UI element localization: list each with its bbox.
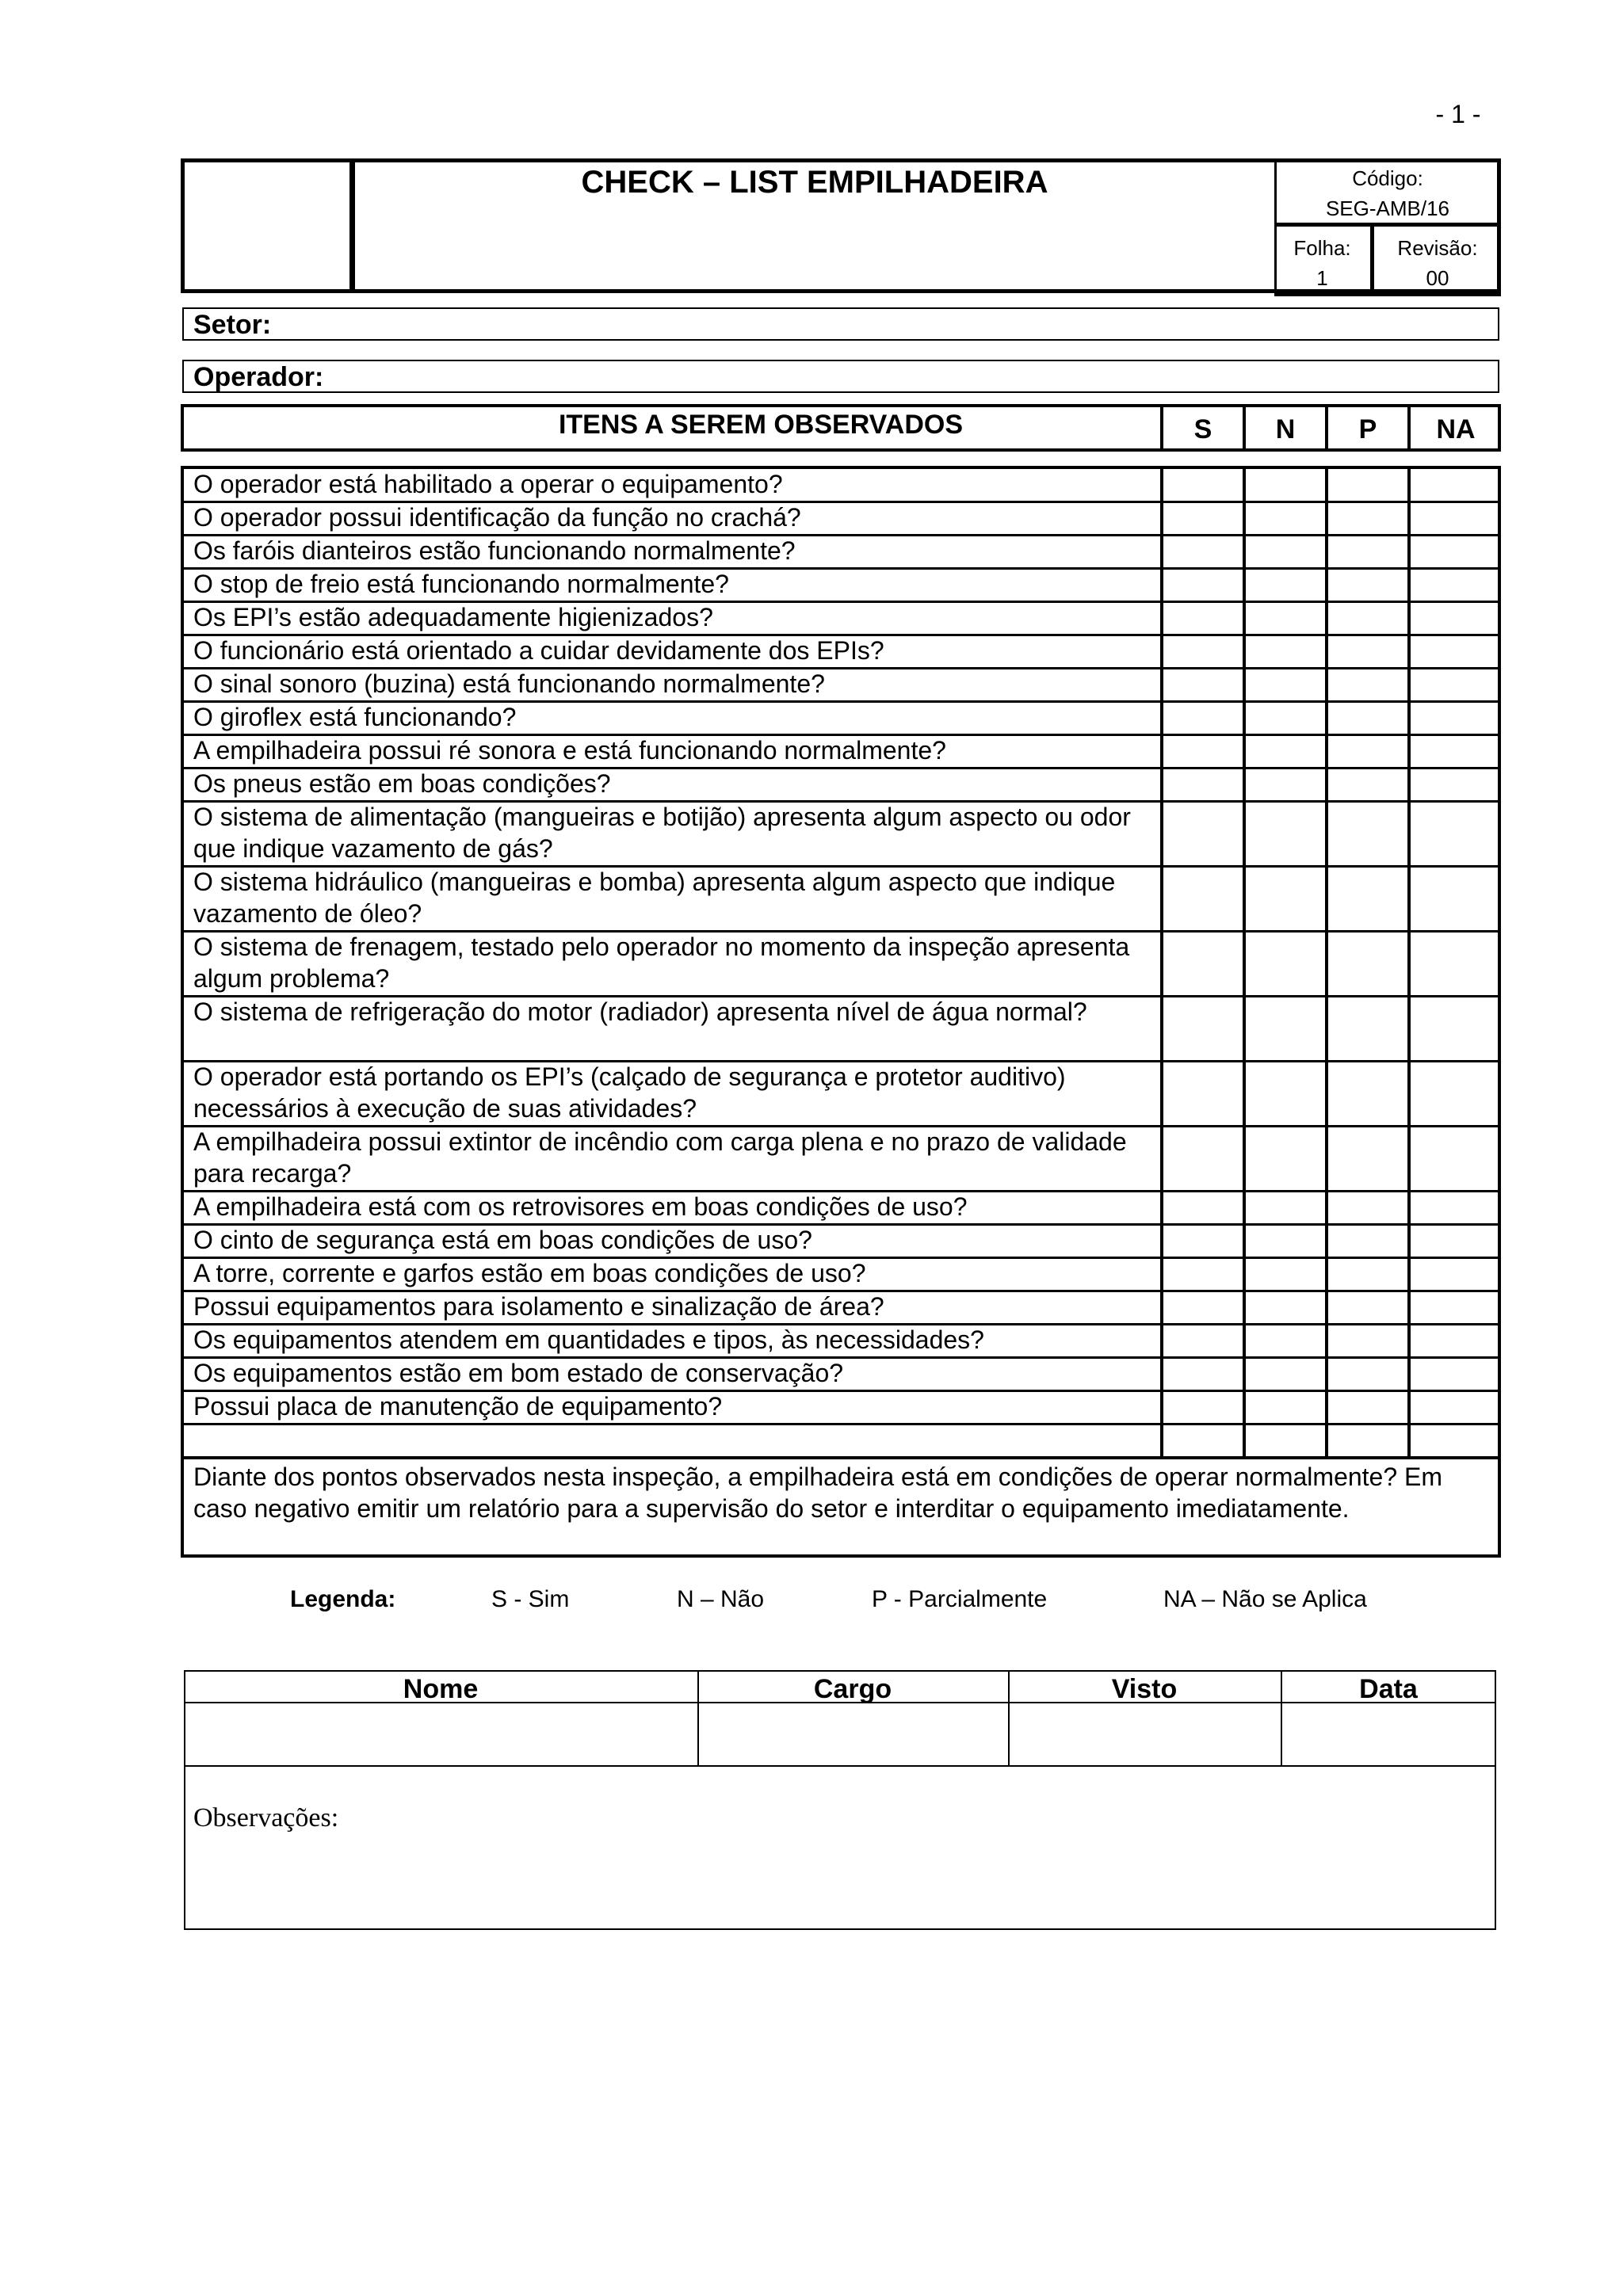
answer-cell-na[interactable]	[1411, 1192, 1499, 1222]
legend-s: S - Sim	[491, 1586, 570, 1612]
answer-cell-s[interactable]	[1163, 1325, 1241, 1355]
answer-cell-p[interactable]	[1328, 1358, 1406, 1388]
checklist-item: A empilhadeira possui ré sonora e está funcionando normalmente?	[193, 736, 946, 765]
answer-cell-n[interactable]	[1246, 802, 1323, 864]
checklist-item: A empilhadeira está com os retrovisores em boas condições de uso?	[193, 1192, 968, 1221]
signature-row-divider	[184, 1765, 1496, 1767]
column-n: N	[1243, 404, 1325, 452]
answer-cell-s[interactable]	[1163, 702, 1241, 732]
answer-cell-na[interactable]	[1411, 735, 1499, 765]
code-label: Código:	[1352, 166, 1423, 190]
answer-cell-p[interactable]	[1328, 569, 1406, 599]
column-s: S	[1160, 404, 1243, 452]
answer-cell-na[interactable]	[1411, 1391, 1499, 1421]
answer-cell-s[interactable]	[1163, 536, 1241, 566]
checklist-item: Os faróis dianteiros estão funcionando normalmente?	[193, 536, 796, 565]
observations-label: Observações:	[193, 1803, 339, 1833]
revision-label: Revisão:	[1397, 236, 1478, 260]
legend-p: P - Parcialmente	[872, 1586, 1048, 1612]
signature-col-visto: Visto	[1111, 1674, 1178, 1704]
column-divider	[1160, 466, 1163, 1456]
answer-cell-p[interactable]	[1328, 735, 1406, 765]
checklist-item: A torre, corrente e garfos estão em boas condições de uso?	[193, 1259, 866, 1287]
answer-cell-p[interactable]	[1328, 635, 1406, 666]
answer-cell-p[interactable]	[1328, 1062, 1406, 1123]
setor-label: Setor:	[193, 310, 272, 340]
answer-cell-na[interactable]	[1411, 867, 1499, 929]
answer-cell-s[interactable]	[1163, 635, 1241, 666]
checklist-item: O sistema de alimentação (mangueiras e botijão) apresenta algum aspecto ou odor que indique vazamento de gás?	[193, 803, 1131, 863]
answer-cell-s[interactable]	[1163, 1192, 1241, 1222]
answer-cell-s[interactable]	[1163, 1258, 1241, 1288]
answer-cell-p[interactable]	[1328, 1325, 1406, 1355]
answer-cell-n[interactable]	[1246, 735, 1323, 765]
answer-cell-na[interactable]	[1411, 469, 1499, 499]
document-code	[1274, 158, 1501, 227]
revision-value: 00	[1426, 266, 1449, 290]
checklist-item: Os pneus estão em boas condições?	[193, 769, 611, 798]
answer-cell-n[interactable]	[1246, 1358, 1323, 1388]
answer-cell-s[interactable]	[1163, 867, 1241, 929]
answer-cell-s[interactable]	[1163, 469, 1241, 499]
answer-cell-na[interactable]	[1411, 536, 1499, 566]
answer-cell-p[interactable]	[1328, 1258, 1406, 1288]
answer-cell-n[interactable]	[1246, 635, 1323, 666]
answer-cell-s[interactable]	[1163, 1391, 1241, 1421]
answer-cell-n[interactable]	[1246, 1062, 1323, 1123]
checklist-item: O sistema hidráulico (mangueiras e bomba) apresenta algum aspecto que indique vazamento de óleo?	[193, 868, 1116, 928]
operador-label: Operador:	[193, 362, 324, 392]
answer-cell-p[interactable]	[1328, 602, 1406, 632]
answer-cell-s[interactable]	[1163, 735, 1241, 765]
observations-area[interactable]	[185, 1768, 1495, 1928]
checklist-item: O sinal sonoro (buzina) está funcionando normalmente?	[193, 669, 825, 698]
signature-input-cell[interactable]	[1010, 1703, 1279, 1764]
answer-cell-p[interactable]	[1328, 802, 1406, 864]
column-na: NA	[1407, 404, 1501, 452]
answer-cell-na[interactable]	[1411, 569, 1499, 599]
answer-cell-p[interactable]	[1328, 1291, 1406, 1322]
answer-cell-s[interactable]	[1163, 1062, 1241, 1123]
answer-cell-n[interactable]	[1246, 867, 1323, 929]
answer-cell-na[interactable]	[1411, 702, 1499, 732]
answer-cell-n[interactable]	[1246, 1225, 1323, 1255]
answer-cell-n[interactable]	[1246, 1291, 1323, 1322]
page-number: - 1 -	[1435, 100, 1481, 128]
answer-cell-n[interactable]	[1246, 502, 1323, 532]
answer-cell-n[interactable]	[1246, 1391, 1323, 1421]
answer-cell-p[interactable]	[1328, 1225, 1406, 1255]
answer-cell-n[interactable]	[1246, 469, 1323, 499]
answer-cell-na[interactable]	[1411, 1127, 1499, 1188]
answer-cell-na[interactable]	[1411, 669, 1499, 699]
answer-cell-na[interactable]	[1411, 502, 1499, 532]
answer-cell-na[interactable]	[1411, 997, 1499, 1058]
answer-cell-n[interactable]	[1246, 1192, 1323, 1222]
answer-cell-p[interactable]	[1328, 502, 1406, 532]
column-divider	[1407, 466, 1411, 1456]
answer-cell-n[interactable]	[1246, 769, 1323, 799]
header-divider	[1274, 290, 1501, 296]
answer-cell-na[interactable]	[1411, 602, 1499, 632]
operador-field[interactable]	[182, 360, 1499, 393]
signature-col-data: Data	[1359, 1674, 1418, 1704]
answer-cell-n[interactable]	[1246, 1258, 1323, 1288]
answer-cell-na[interactable]	[1411, 802, 1499, 864]
answer-cell-n[interactable]	[1246, 536, 1323, 566]
answer-cell-p[interactable]	[1328, 867, 1406, 929]
answer-cell-p[interactable]	[1328, 669, 1406, 699]
sheet-label: Folha:	[1293, 236, 1351, 260]
checklist-item: O operador possui identificação da função no crachá?	[193, 503, 801, 532]
answer-cell-na[interactable]	[1411, 1358, 1499, 1388]
row-divider	[181, 1423, 1501, 1425]
checklist-item: Possui equipamentos para isolamento e sinalização de área?	[193, 1292, 884, 1321]
logo-area	[181, 158, 355, 293]
answer-cell-s[interactable]	[1163, 602, 1241, 632]
signature-col-cargo: Cargo	[813, 1674, 892, 1704]
answer-cell-na[interactable]	[1411, 1291, 1499, 1322]
legend-label: Legenda:	[290, 1586, 396, 1612]
answer-cell-p[interactable]	[1328, 536, 1406, 566]
answer-cell-na[interactable]	[1411, 1062, 1499, 1123]
sheet-value: 1	[1316, 266, 1328, 290]
answer-cell-p[interactable]	[1328, 1391, 1406, 1421]
answer-cell-n[interactable]	[1246, 602, 1323, 632]
answer-cell-s[interactable]	[1163, 669, 1241, 699]
answer-cell-na[interactable]	[1411, 635, 1499, 666]
answer-cell-s[interactable]	[1163, 1358, 1241, 1388]
column-p: P	[1325, 404, 1407, 452]
revision-box	[1374, 227, 1501, 296]
legend-n: N – Não	[677, 1586, 765, 1612]
answer-cell-p[interactable]	[1328, 932, 1406, 994]
checklist-item: Os equipamentos atendem em quantidades e tipos, às necessidades?	[193, 1325, 984, 1354]
answer-cell-na[interactable]	[1411, 1325, 1499, 1355]
answer-cell-s[interactable]	[1163, 1225, 1241, 1255]
setor-field[interactable]	[182, 307, 1499, 341]
name-input-cell[interactable]	[185, 1703, 696, 1764]
answer-cell-s[interactable]	[1163, 1127, 1241, 1188]
signature-col-nome: Nome	[403, 1674, 479, 1704]
checklist-title: ITENS A SEREM OBSERVADOS	[558, 410, 964, 440]
answer-cell-n[interactable]	[1246, 997, 1323, 1058]
answer-cell-n[interactable]	[1246, 1325, 1323, 1355]
checklist-item: A empilhadeira possui extintor de incêndio com carga plena e no prazo de validade para recarga?	[193, 1127, 1127, 1188]
answer-cell-p[interactable]	[1328, 769, 1406, 799]
checklist-item: O sistema de frenagem, testado pelo operador no momento da inspeção apresenta algum problema?	[193, 933, 1130, 993]
date-input-cell[interactable]	[1282, 1703, 1495, 1764]
answer-cell-s[interactable]	[1163, 502, 1241, 532]
answer-cell-n[interactable]	[1246, 702, 1323, 732]
column-divider	[1243, 466, 1246, 1456]
answer-cell-na[interactable]	[1411, 769, 1499, 799]
checklist-item: Os equipamentos estão em bom estado de conservação?	[193, 1359, 844, 1387]
checklist-item: Os EPI’s estão adequadamente higienizados?	[193, 603, 713, 631]
answer-cell-p[interactable]	[1328, 702, 1406, 732]
answer-cell-s[interactable]	[1163, 769, 1241, 799]
role-input-cell[interactable]	[699, 1703, 1006, 1764]
answer-cell-s[interactable]	[1163, 997, 1241, 1058]
legend-na: NA – Não se Aplica	[1163, 1586, 1367, 1612]
answer-cell-n[interactable]	[1246, 932, 1323, 994]
checklist-item: Possui placa de manutenção de equipamento?	[193, 1392, 723, 1421]
answer-cell-na[interactable]	[1411, 1225, 1499, 1255]
checklist-item: O cinto de segurança está em boas condições de uso?	[193, 1226, 812, 1254]
answer-cell-na[interactable]	[1411, 932, 1499, 994]
checklist-item: O operador está habilitado a operar o equipamento?	[193, 470, 783, 498]
answer-cell-p[interactable]	[1328, 1127, 1406, 1188]
sheet-box	[1274, 227, 1374, 296]
answer-cell-na[interactable]	[1411, 1258, 1499, 1288]
column-divider	[1325, 466, 1328, 1456]
row-divider	[181, 1456, 1501, 1459]
answer-cell-s[interactable]	[1163, 932, 1241, 994]
code-value: SEG-AMB/16	[1325, 196, 1450, 220]
final-question: Diante dos pontos observados nesta inspeção, a empilhadeira está em condições de operar normalmente? Em caso negativo emitir um relatório para a supervisão do setor e interditar o equipamento imediatamente.	[193, 1463, 1443, 1523]
answer-cell-s[interactable]	[1163, 1291, 1241, 1322]
checklist-item: O stop de freio está funcionando normalmente?	[193, 570, 729, 598]
checklist-item: O operador está portando os EPI’s (calçado de segurança e protetor auditivo) necessários à execução de suas atividades?	[193, 1062, 1066, 1123]
checklist-item: O giroflex está funcionando?	[193, 703, 517, 731]
answer-cell-n[interactable]	[1246, 569, 1323, 599]
answer-cell-p[interactable]	[1328, 469, 1406, 499]
answer-cell-n[interactable]	[1246, 1127, 1323, 1188]
document-title: CHECK – LIST EMPILHADEIRA	[581, 165, 1048, 200]
checklist-item: O funcionário está orientado a cuidar devidamente dos EPIs?	[193, 636, 884, 665]
answer-cell-s[interactable]	[1163, 569, 1241, 599]
answer-cell-s[interactable]	[1163, 802, 1241, 864]
answer-cell-p[interactable]	[1328, 997, 1406, 1058]
answer-cell-n[interactable]	[1246, 669, 1323, 699]
answer-cell-p[interactable]	[1328, 1192, 1406, 1222]
checklist-item: O sistema de refrigeração do motor (radiador) apresenta nível de água normal?	[193, 997, 1087, 1026]
